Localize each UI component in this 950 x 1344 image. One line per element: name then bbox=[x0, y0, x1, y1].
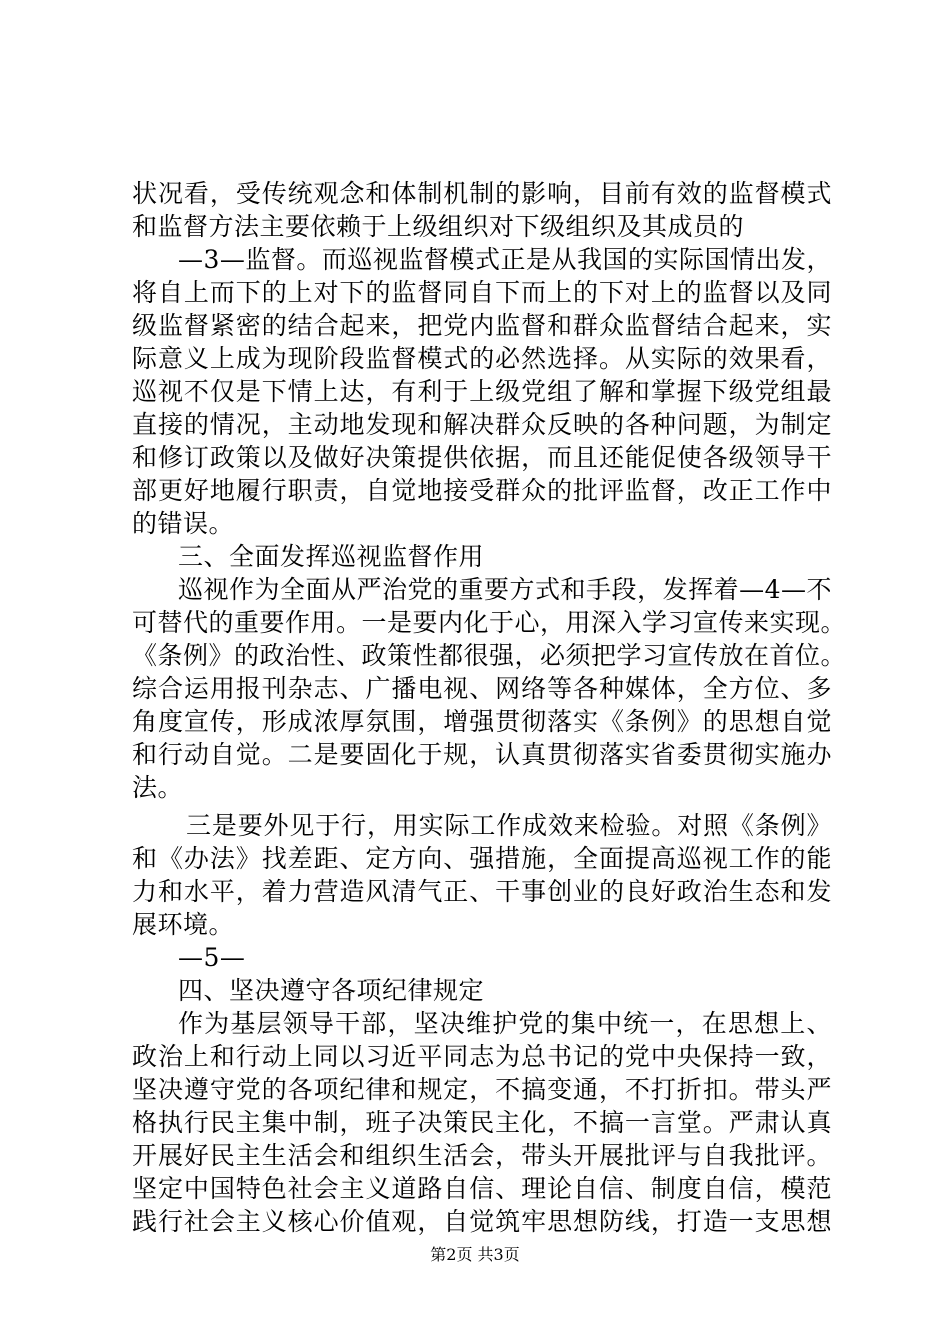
body-line: 和《办法》找差距、定方向、强措施，全面提高巡视工作的能 bbox=[132, 844, 832, 873]
body-line: 直接的情况，主动地发现和解决群众反映的各种问题，为制定 bbox=[132, 410, 832, 439]
body-line: 的错误。 bbox=[132, 509, 235, 538]
body-line: 坚定中国特色社会主义道路自信、理论自信、制度自信，模范 bbox=[132, 1174, 832, 1203]
body-line: 和监督方法主要依赖于上级组织对下级组织及其成员的 bbox=[132, 212, 745, 241]
body-line: 政治上和行动上同以习近平同志为总书记的党中央保持一致， bbox=[132, 1042, 832, 1071]
body-line: 和行动自觉。二是要固化于规，认真贯彻落实省委贯彻实施办 bbox=[132, 740, 832, 769]
body-line: 际意义上成为现阶段监督模式的必然选择。从实际的效果看， bbox=[132, 344, 832, 373]
body-line: 三是要外见于行，用实际工作成效来检验。对照《条例》 bbox=[186, 811, 832, 840]
body-line: 级监督紧密的结合起来，把党内监督和群众监督结合起来，实 bbox=[132, 311, 832, 340]
section-heading: 四、坚决遵守各项纪律规定 bbox=[178, 976, 485, 1005]
body-line: 开展好民主生活会和组织生活会，带头开展批评与自我批评。 bbox=[132, 1141, 832, 1170]
body-line: 巡视不仅是下情上达，有利于上级党组了解和掌握下级党组最 bbox=[132, 377, 832, 406]
body-line: 法。 bbox=[132, 773, 184, 802]
body-line: 作为基层领导干部，坚决维护党的集中统一，在思想上、 bbox=[178, 1009, 832, 1038]
section-heading: 三、全面发挥巡视监督作用 bbox=[178, 542, 485, 571]
body-line: 可替代的重要作用。一是要内化于心，用深入学习宣传来实现。 bbox=[132, 608, 847, 637]
body-line: 践行社会主义核心价值观，自觉筑牢思想防线，打造一支思想 bbox=[132, 1207, 832, 1236]
body-line: 力和水平，着力营造风清气正、干事创业的良好政治生态和发 bbox=[132, 877, 832, 906]
body-line: 坚决遵守党的各项纪律和规定，不搞变通，不打折扣。带头严 bbox=[132, 1075, 832, 1104]
body-line: 角度宣传，形成浓厚氛围，增强贯彻落实《条例》的思想自觉 bbox=[132, 707, 832, 736]
body-line: 部更好地履行职责，自觉地接受群众的批评监督，改正工作中 bbox=[132, 476, 832, 505]
body-line: 格执行民主集中制，班子决策民主化，不搞一言堂。严肃认真 bbox=[132, 1108, 832, 1137]
page-marker: —5— bbox=[178, 943, 246, 972]
body-line: 状况看，受传统观念和体制机制的影响，目前有效的监督模式 bbox=[132, 179, 832, 208]
body-line: 综合运用报刊杂志、广播电视、网络等各种媒体，全方位、多 bbox=[132, 674, 832, 703]
body-line: 展环境。 bbox=[132, 910, 235, 939]
page-footer: 第2页 共3页 bbox=[430, 1245, 520, 1264]
body-line: —3—监督。而巡视监督模式正是从我国的实际国情出发， bbox=[178, 245, 832, 274]
body-line: 巡视作为全面从严治党的重要方式和手段，发挥着—4—不 bbox=[178, 575, 832, 604]
body-line: 《条例》的政治性、政策性都很强，必须把学习宣传放在首位。 bbox=[132, 641, 847, 670]
body-line: 将自上而下的上对下的监督同自下而上的下对上的监督以及同 bbox=[132, 278, 832, 307]
body-line: 和修订政策以及做好决策提供依据，而且还能促使各级领导干 bbox=[132, 443, 832, 472]
